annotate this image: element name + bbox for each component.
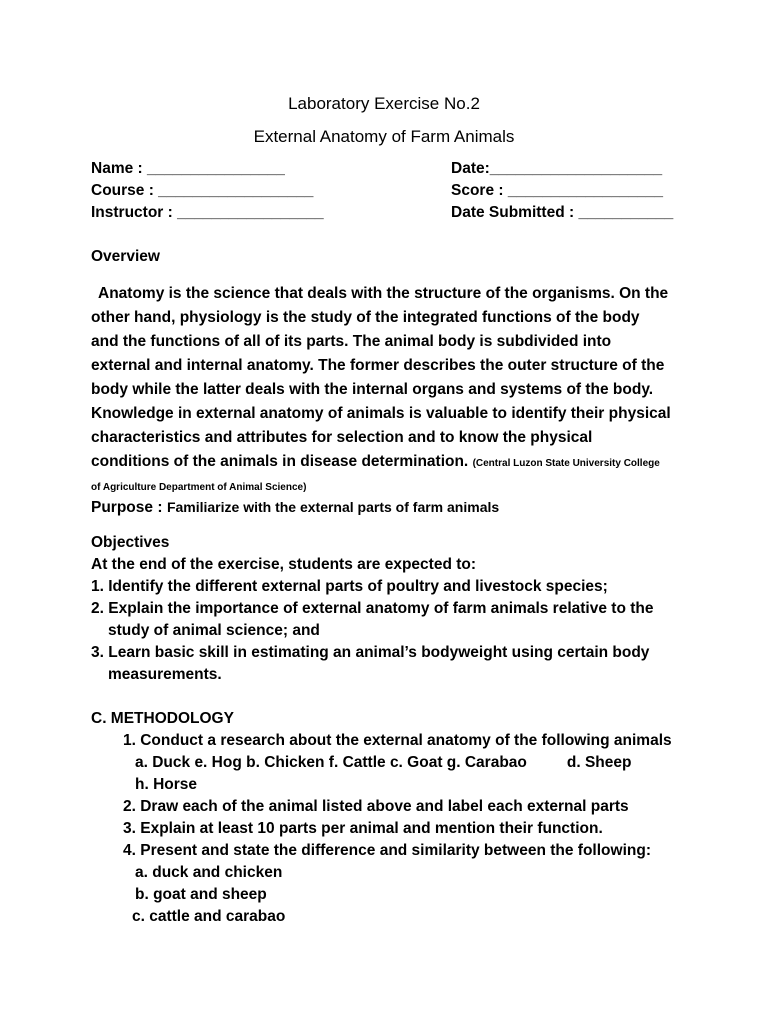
- comparison-pair: a. duck and chicken: [135, 864, 283, 881]
- methodology-step: 1. Conduct a research about the external anatomy of the following animals: [123, 732, 672, 749]
- purpose-text: Familiarize with the external parts of farm animals: [166, 499, 500, 515]
- purpose-line: [91, 499, 499, 517]
- comparison-pair: c. cattle and carabao: [132, 908, 286, 925]
- date-submitted-field: Date Submitted : ___________: [451, 204, 674, 221]
- methodology-step: 2. Draw each of the animal listed above and label each external parts: [123, 798, 629, 815]
- methodology-heading: C. METHODOLOGY: [91, 710, 234, 727]
- date-field: Date:____________________: [451, 160, 663, 177]
- animal-list-part: a. Duck e. Hog b. Chicken f. Cattle c. Goat g. Carabao: [135, 754, 527, 771]
- methodology-section: [91, 708, 691, 928]
- objectives-heading: Objectives: [91, 534, 170, 551]
- animal-list-line: h. Horse: [135, 776, 198, 793]
- animal-list-part: d. Sheep: [566, 754, 632, 771]
- score-field: Score : __________________: [451, 182, 664, 199]
- overview-paragraph: [91, 282, 671, 498]
- lab-exercise-subtitle: External Anatomy of Farm Animals: [253, 127, 515, 146]
- methodology-step: 3. Explain at least 10 parts per animal and mention their function.: [123, 820, 603, 837]
- name-field: Name : ________________: [91, 160, 285, 177]
- instructor-field: Instructor : _________________: [91, 204, 324, 221]
- objective-item: 2. Explain the importance of external anatomy of farm animals relative to the study of animal science; and: [91, 600, 654, 639]
- animal-list-line: [91, 752, 691, 774]
- overview-text: Anatomy is the science that deals with the structure of the organisms. On the other hand, physiology is the study of the integrated functions of the body and the functions of all of its parts. The animal body is subdivided into external and internal anatomy. The former describes the outer structure of the body while the latter deals with the internal organs and systems of the body. Knowledge in external anatomy of animals is valuable to identify their physical characteristics and attributes for selection and to know the physical conditions of the animals in disease determination.: [91, 285, 671, 470]
- objectives-section: [91, 532, 691, 686]
- overview-citation: (Central Luzon State University College of Agriculture Department of Animal Science): [91, 458, 660, 493]
- comparison-pair: b. goat and sheep: [135, 886, 267, 903]
- lab-exercise-title: Laboratory Exercise No.2: [288, 94, 480, 113]
- objective-item: 1. Identify the different external parts of poultry and livestock species;: [91, 578, 608, 595]
- course-field: Course : __________________: [91, 182, 314, 199]
- purpose-label: Purpose :: [91, 499, 163, 516]
- objective-item: 3. Learn basic skill in estimating an animal’s bodyweight using certain body measurements.: [91, 644, 650, 683]
- overview-heading: Overview: [91, 248, 160, 265]
- objectives-intro: At the end of the exercise, students are expected to:: [91, 556, 477, 573]
- methodology-step: 4. Present and state the difference and similarity between the following:: [123, 842, 651, 859]
